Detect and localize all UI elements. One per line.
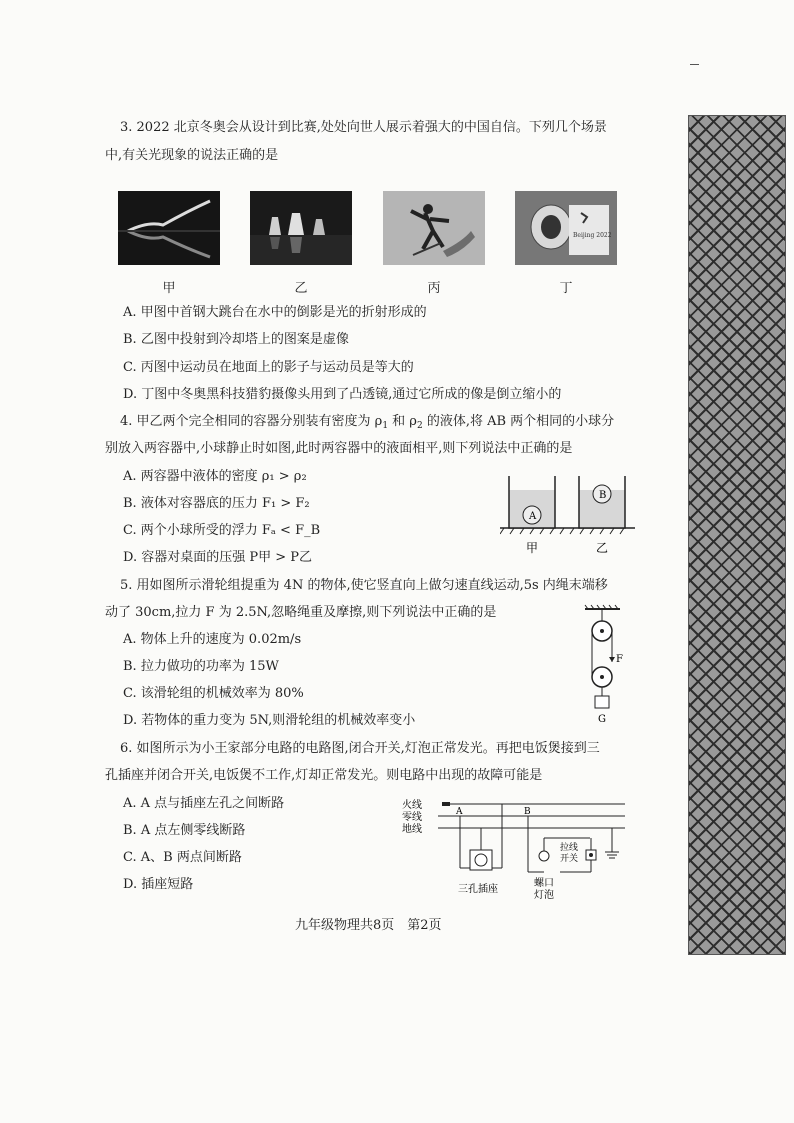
q3-option-c: C. 丙图中运动员在地面上的影子与运动员是等大的 <box>123 360 414 375</box>
q4-line1: 4. 甲乙两个完全相同的容器分别装有密度为 $\rho_1$ 和 $\rho_2$ 的液体,将 AB 两个相同的小球分 <box>120 414 615 431</box>
q6-circuit-figure <box>400 798 632 904</box>
point-b-label: B <box>524 807 531 817</box>
q4-option-c: C. 两个小球所受的浮力 Fₐ < F_B <box>123 523 321 538</box>
photo-yi-cooling-towers <box>250 191 352 265</box>
point-a-label: A <box>456 807 463 817</box>
neutral-wire-label: 零线 <box>402 812 422 823</box>
photo-bing-skier-shadow <box>383 191 485 265</box>
caption-bing: 丙 <box>427 281 441 296</box>
force-f-label: F <box>616 654 623 665</box>
q5-option-a: A. 物体上升的速度为 0.02m/s <box>123 632 302 647</box>
q4-line1-c: 的液体,将 AB 两个相同的小球分 <box>422 414 615 429</box>
ground-wire-label: 地线 <box>402 824 422 835</box>
switch-label-2: 开关 <box>560 854 579 864</box>
q5-option-c: C. 该滑轮组的机械效率为 80% <box>123 686 304 701</box>
caption-jia: 甲 <box>162 281 176 296</box>
photo-ding-camera <box>515 191 617 265</box>
q4-option-d: D. 容器对桌面的压强 P甲 > P乙 <box>123 550 313 565</box>
live-wire-label: 火线 <box>402 800 422 811</box>
decorative-border-strip <box>688 115 786 955</box>
q4-line2: 别放入两容器中,小球静止时如图,此时两容器中的液面相平,则下列说法中正确的是 <box>105 441 573 456</box>
socket-label: 三孔插座 <box>458 884 498 895</box>
q6-option-d: D. 插座短路 <box>123 877 194 892</box>
q4-containers-figure <box>500 470 640 560</box>
q3-option-a: A. 甲图中首钢大跳台在水中的倒影是光的折射形成的 <box>123 305 427 320</box>
q5-option-b: B. 拉力做功的功率为 15W <box>123 659 279 674</box>
q5-option-d: D. 若物体的重力变为 5N,则滑轮组的机械效率变小 <box>123 713 416 728</box>
q6-option-c: C. A、B 两点间断路 <box>123 850 242 865</box>
ball-b-label: B <box>599 490 607 501</box>
weight-g-label: G <box>598 714 606 724</box>
corner-mark <box>690 64 699 65</box>
container-jia-label: 甲 <box>526 541 539 555</box>
q4-option-b: B. 液体对容器底的压力 F₁ > F₂ <box>123 496 310 511</box>
q4-option-a: A. 两容器中液体的密度 ρ₁ > ρ₂ <box>123 469 307 484</box>
q4-line1-a: 4. 甲乙两个完全相同的容器分别装有密度为 ρ <box>120 414 383 429</box>
caption-yi: 乙 <box>294 281 308 296</box>
q5-line1: 5. 用如图所示滑轮组提重为 4N 的物体,使它竖直向上做匀速直线运动,5s 内绳末端移 <box>120 578 608 593</box>
q3-option-b: B. 乙图中投射到冷却塔上的图案是虚像 <box>123 332 349 347</box>
page-footer: 九年级物理共8页 第2页 <box>295 918 442 933</box>
q5-pulley-figure <box>580 604 630 724</box>
photo-jia-big-air-reflection <box>118 191 220 265</box>
caption-ding: 丁 <box>559 281 573 296</box>
container-yi-label: 乙 <box>596 541 609 555</box>
q6-line2: 孔插座并闭合开关,电饭煲不工作,灯却正常发光。则电路中出现的故障可能是 <box>105 768 543 783</box>
q6-option-b: B. A 点左侧零线断路 <box>123 823 246 838</box>
q5-line2: 动了 30cm,拉力 F 为 2.5N,忽略绳重及摩擦,则下列说法中正确的是 <box>105 605 497 620</box>
switch-label-1: 拉线 <box>560 843 579 853</box>
ball-a-label: A <box>529 511 537 522</box>
q6-line1: 6. 如图所示为小王家部分电路的电路图,闭合开关,灯泡正常发光。再把电饭煲接到三 <box>120 741 600 756</box>
bulb-label-2: 灯泡 <box>534 890 554 901</box>
q6-option-a: A. A 点与插座左孔之间断路 <box>123 796 285 811</box>
q4-line1-b: 和 ρ <box>388 414 417 429</box>
q3-line2: 中,有关光现象的说法正确的是 <box>105 148 279 163</box>
camera-logo-text: Beijing 2022 <box>573 232 612 239</box>
q3-option-d: D. 丁图中冬奥黑科技猎豹摄像头用到了凸透镜,通过它所成的像是倒立缩小的 <box>123 387 562 402</box>
bulb-label-1: 螺口 <box>534 878 554 889</box>
q3-line1: 3. 2022 北京冬奥会从设计到比赛,处处向世人展示着强大的中国自信。下列几个场景 <box>120 120 607 135</box>
